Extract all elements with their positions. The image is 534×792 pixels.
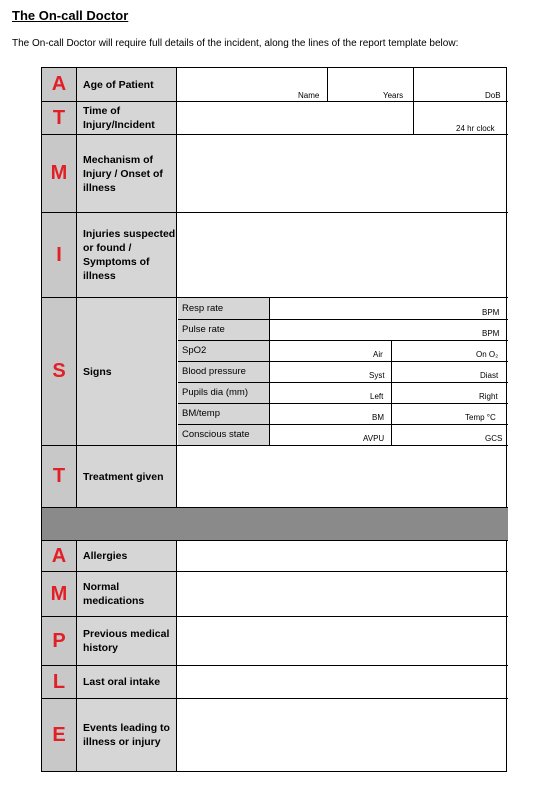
sign-bm-temp: BM/temp (178, 403, 270, 424)
field-24hr-clock[interactable]: 24 hr clock (456, 124, 495, 133)
letter-s: S (42, 298, 77, 445)
label-medications: Normal medications (77, 572, 177, 616)
field-years[interactable]: Years (383, 91, 404, 100)
letter-sample-a: A (42, 541, 77, 571)
label-events: Events leading to illness or injury (77, 699, 177, 771)
sign-pupils: Pupils dia (mm) (178, 382, 270, 403)
field-name[interactable]: Name (298, 91, 320, 100)
unit-avpu: AVPU (363, 434, 385, 443)
unit-temp: Temp °C (465, 413, 496, 422)
sign-pulse-rate: Pulse rate (178, 319, 270, 340)
field-mechanism[interactable] (178, 135, 508, 212)
unit-pulse-bpm: BPM (482, 329, 500, 338)
label-allergies: Allergies (77, 541, 177, 571)
unit-left: Left (370, 392, 384, 401)
letter-sample-m: M (42, 572, 77, 616)
letter-sample-p: P (42, 617, 77, 665)
sign-resp-rate: Resp rate (178, 298, 270, 319)
unit-air: Air (373, 350, 383, 359)
letter-m: M (42, 135, 77, 212)
intro-text: The On-call Doctor will require full details of the incident, along the lines of the report template below: (12, 38, 459, 49)
letter-t-time: T (42, 102, 77, 134)
field-dob[interactable]: DoB (485, 91, 501, 100)
section-divider (42, 508, 508, 540)
label-medical-history: Previous medical history (77, 617, 177, 665)
unit-syst: Syst (369, 371, 385, 380)
label-signs: Signs (77, 298, 177, 445)
label-treatment: Treatment given (77, 446, 177, 507)
label-last-oral-intake: Last oral intake (77, 666, 177, 698)
unit-resp-bpm: BPM (482, 308, 500, 317)
unit-diast: Diast (480, 371, 499, 380)
letter-a: A (42, 68, 77, 101)
report-template (41, 67, 507, 772)
unit-gcs: GCS (485, 434, 503, 443)
letter-sample-e: E (42, 699, 77, 771)
field-injuries[interactable] (178, 213, 508, 297)
sign-spo2: SpO2 (178, 340, 270, 361)
sign-conscious-state: Conscious state (178, 424, 270, 445)
label-injuries: Injuries suspected or found / Symptoms of illness (77, 213, 177, 297)
label-age-of-patient: Age of Patient (77, 68, 177, 101)
page-title: The On-call Doctor (12, 8, 129, 23)
letter-i: I (42, 213, 77, 297)
sign-blood-pressure: Blood pressure (178, 361, 270, 382)
unit-right: Right (479, 392, 498, 401)
field-treatment[interactable] (178, 446, 508, 507)
label-mechanism: Mechanism of Injury / Onset of illness (77, 135, 177, 212)
unit-on-o2: On O₂ (476, 350, 499, 359)
letter-sample-l: L (42, 666, 77, 698)
letter-t-treatment: T (42, 446, 77, 507)
unit-bm: BM (372, 413, 384, 422)
label-time-of-injury: Time of Injury/Incident (77, 102, 177, 134)
